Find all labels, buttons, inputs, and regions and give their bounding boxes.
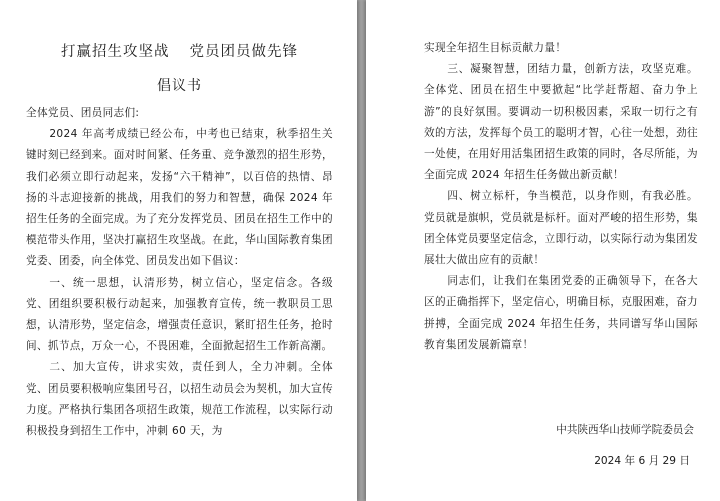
signature-date: 2024 年 6 月 29 日 xyxy=(594,455,690,467)
paragraph-continuation: 实现全年招生目标贡献力量！ xyxy=(424,42,567,54)
paragraph-proposal-2: 二、加大宣传，讲求实效，责任到人，全力冲刺。全体党、团员要积极响应集团号召，以招生动员会为契机，加大宣传力度。严格执行集团各项招生政策，规范工作流程，以实际行动积极投身到招生工作中，冲刺 60 天，为 xyxy=(26,361,333,438)
title-part-2: 党员团员做先锋 xyxy=(189,44,298,60)
paragraph-proposal-4: 四、树立标杆，争当模范，以身作则，有我必胜。党员就是旗帜，党员就是标杆。面对严峻的招生形势，集团全体党员要坚定信念，立即行动，以实际行动为集团发展壮大做出应有的贡献！ xyxy=(424,190,698,267)
document-page-2 xyxy=(366,0,720,501)
paragraph-proposal-3: 三、凝聚智慧，团结力量，创新方法，攻坚克难。全体党、团员在招生中要掀起“比学赶帮超、奋力争上游”的良好氛围。要调动一切积极因素，采取一切行之有效的方法，发挥每个员工的聪明才智，心往一处想，劲往一处使，在用好用活集团招生政策的同时，各尽所能，为全面完成 2024 年招生任务做出新贡献！ xyxy=(424,63,698,182)
document-page-1 xyxy=(0,0,357,501)
signature-block xyxy=(556,420,694,471)
document-title xyxy=(26,40,333,61)
paragraph-intro: 2024 年高考成绩已经公布，中考也已结束，秋季招生关键时刻已经到来。面对时间紧、任务重、竞争激烈的招生形势，我们必须立即行动起来，发扬“六干精神”，以百倍的热情、昂扬的斗志迎接新的挑战，用我们的努力和智慧，确保 2024 年招生任务的全面完成。为了充分发挥党员、团员在招生工作中的模范带头作用，坚决打赢招生攻坚战。在此，华山国际教育集团党委、团委，向全体党、团员发出如下倡议： xyxy=(26,128,333,268)
title-part-1: 打赢招生攻坚战 xyxy=(61,44,170,60)
paragraph-proposal-1: 一、统一思想，认清形势，树立信心，坚定信念。各级党、团组织要积极行动起来，加强教育宣传，统一教职员工思想，认清形势，坚定信念，增强责任意识，紧盯招生任务，抢时间、抓节点，万众一心，不畏困难，全面掀起招生工作新高潮。 xyxy=(26,276,333,353)
signature-organization: 中共陕西华山技师学院委员会 xyxy=(556,424,694,436)
paragraph-closing: 同志们，让我们在集团党委的正确领导下，在各大区的正确指挥下，坚定信心，明确目标，克服困难，奋力拼搏，全面完成 2024 年招生任务，共同谱写华山国际教育集团发展新篇章！ xyxy=(424,275,698,351)
salutation: 全体党员、团员同志们: xyxy=(26,107,140,119)
document-subtitle: 倡议书 xyxy=(157,78,202,94)
